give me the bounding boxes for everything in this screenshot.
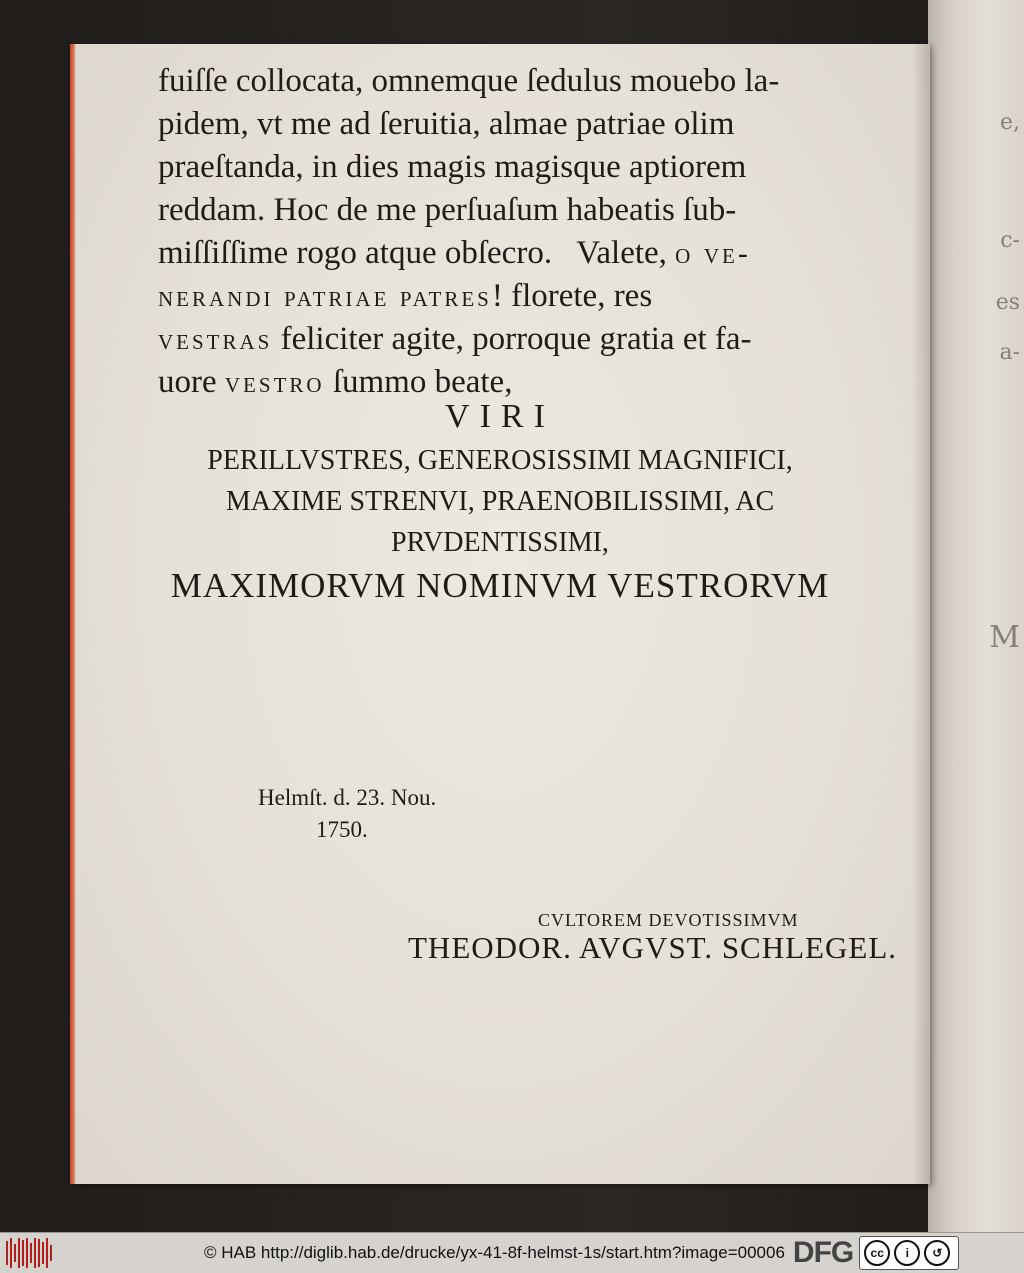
salutation-titles <box>70 440 930 563</box>
text-run: ſummo beate, <box>324 364 513 400</box>
credit-link[interactable]: © HAB http://diglib.hab.de/drucke/yx-41-8f-helmst-1s/start.htm?image=00006 <box>204 1243 785 1262</box>
date-line: Helmſt. d. 23. Nou. <box>258 785 437 810</box>
small-caps-run: vestras <box>158 323 273 356</box>
text-line <box>158 146 778 189</box>
text-run: fuiſſe collocata, omnemque ſedulus mouebo la- <box>158 63 780 99</box>
text-run: miſſiſſime rogo atque obſecro. Valete, <box>158 235 676 271</box>
text-run: ! florete, res <box>491 278 653 314</box>
closing-line: MAXIMORVM NOMINVM VESTRORVM <box>170 566 830 605</box>
facing-page: e, c- es a- M <box>928 0 1024 1232</box>
by-icon: i <box>894 1240 920 1266</box>
text-run: uore <box>158 364 225 400</box>
text-line <box>158 275 778 318</box>
sa-icon: ↺ <box>924 1240 950 1266</box>
text-run: pidem, vt me ad ſeruitia, almae patriae olim <box>158 106 735 142</box>
small-caps-run: nerandi patriae patres <box>158 280 492 313</box>
hab-logo-icon <box>6 1238 54 1268</box>
page-body-text <box>158 60 778 404</box>
text-line <box>158 103 778 146</box>
dfg-logo: DFG <box>792 1236 854 1269</box>
red-page-edge <box>70 44 76 1184</box>
title-line: PERILLVSTRES, GENEROSISSIMI MAGNIFICI, <box>207 445 793 476</box>
signature-name: THEODOR. AVGVST. SCHLEGEL. <box>408 930 898 965</box>
cc-icon: cc <box>864 1240 890 1266</box>
title-line: PRVDENTISSIMI, <box>391 527 609 558</box>
text-line <box>158 232 778 275</box>
attribution-bar <box>0 1232 1024 1273</box>
text-line <box>158 60 778 103</box>
text-line <box>158 189 778 232</box>
signature-label: CVLTOREM DEVOTISSIMVM <box>538 910 799 930</box>
text-run: reddam. Hoc de me perſuaſum habeatis ſub- <box>158 192 737 228</box>
date-year: 1750. <box>316 817 368 842</box>
text-run: feliciter agite, porroque gratia et fa- <box>272 321 752 357</box>
salutation-viri: VIRI <box>445 398 555 435</box>
small-caps-run: o ve- <box>675 237 751 270</box>
date-block <box>258 782 436 846</box>
page-gutter-shadow <box>912 44 930 1184</box>
title-line: MAXIME STRENVI, PRAENOBILISSIMI, AC <box>225 486 775 517</box>
text-line <box>158 318 778 361</box>
text-run: praeſtanda, in dies magis magisque aptiorem <box>158 149 747 185</box>
cc-license-badge[interactable] <box>859 1236 959 1270</box>
small-caps-run: vestro <box>224 366 325 399</box>
